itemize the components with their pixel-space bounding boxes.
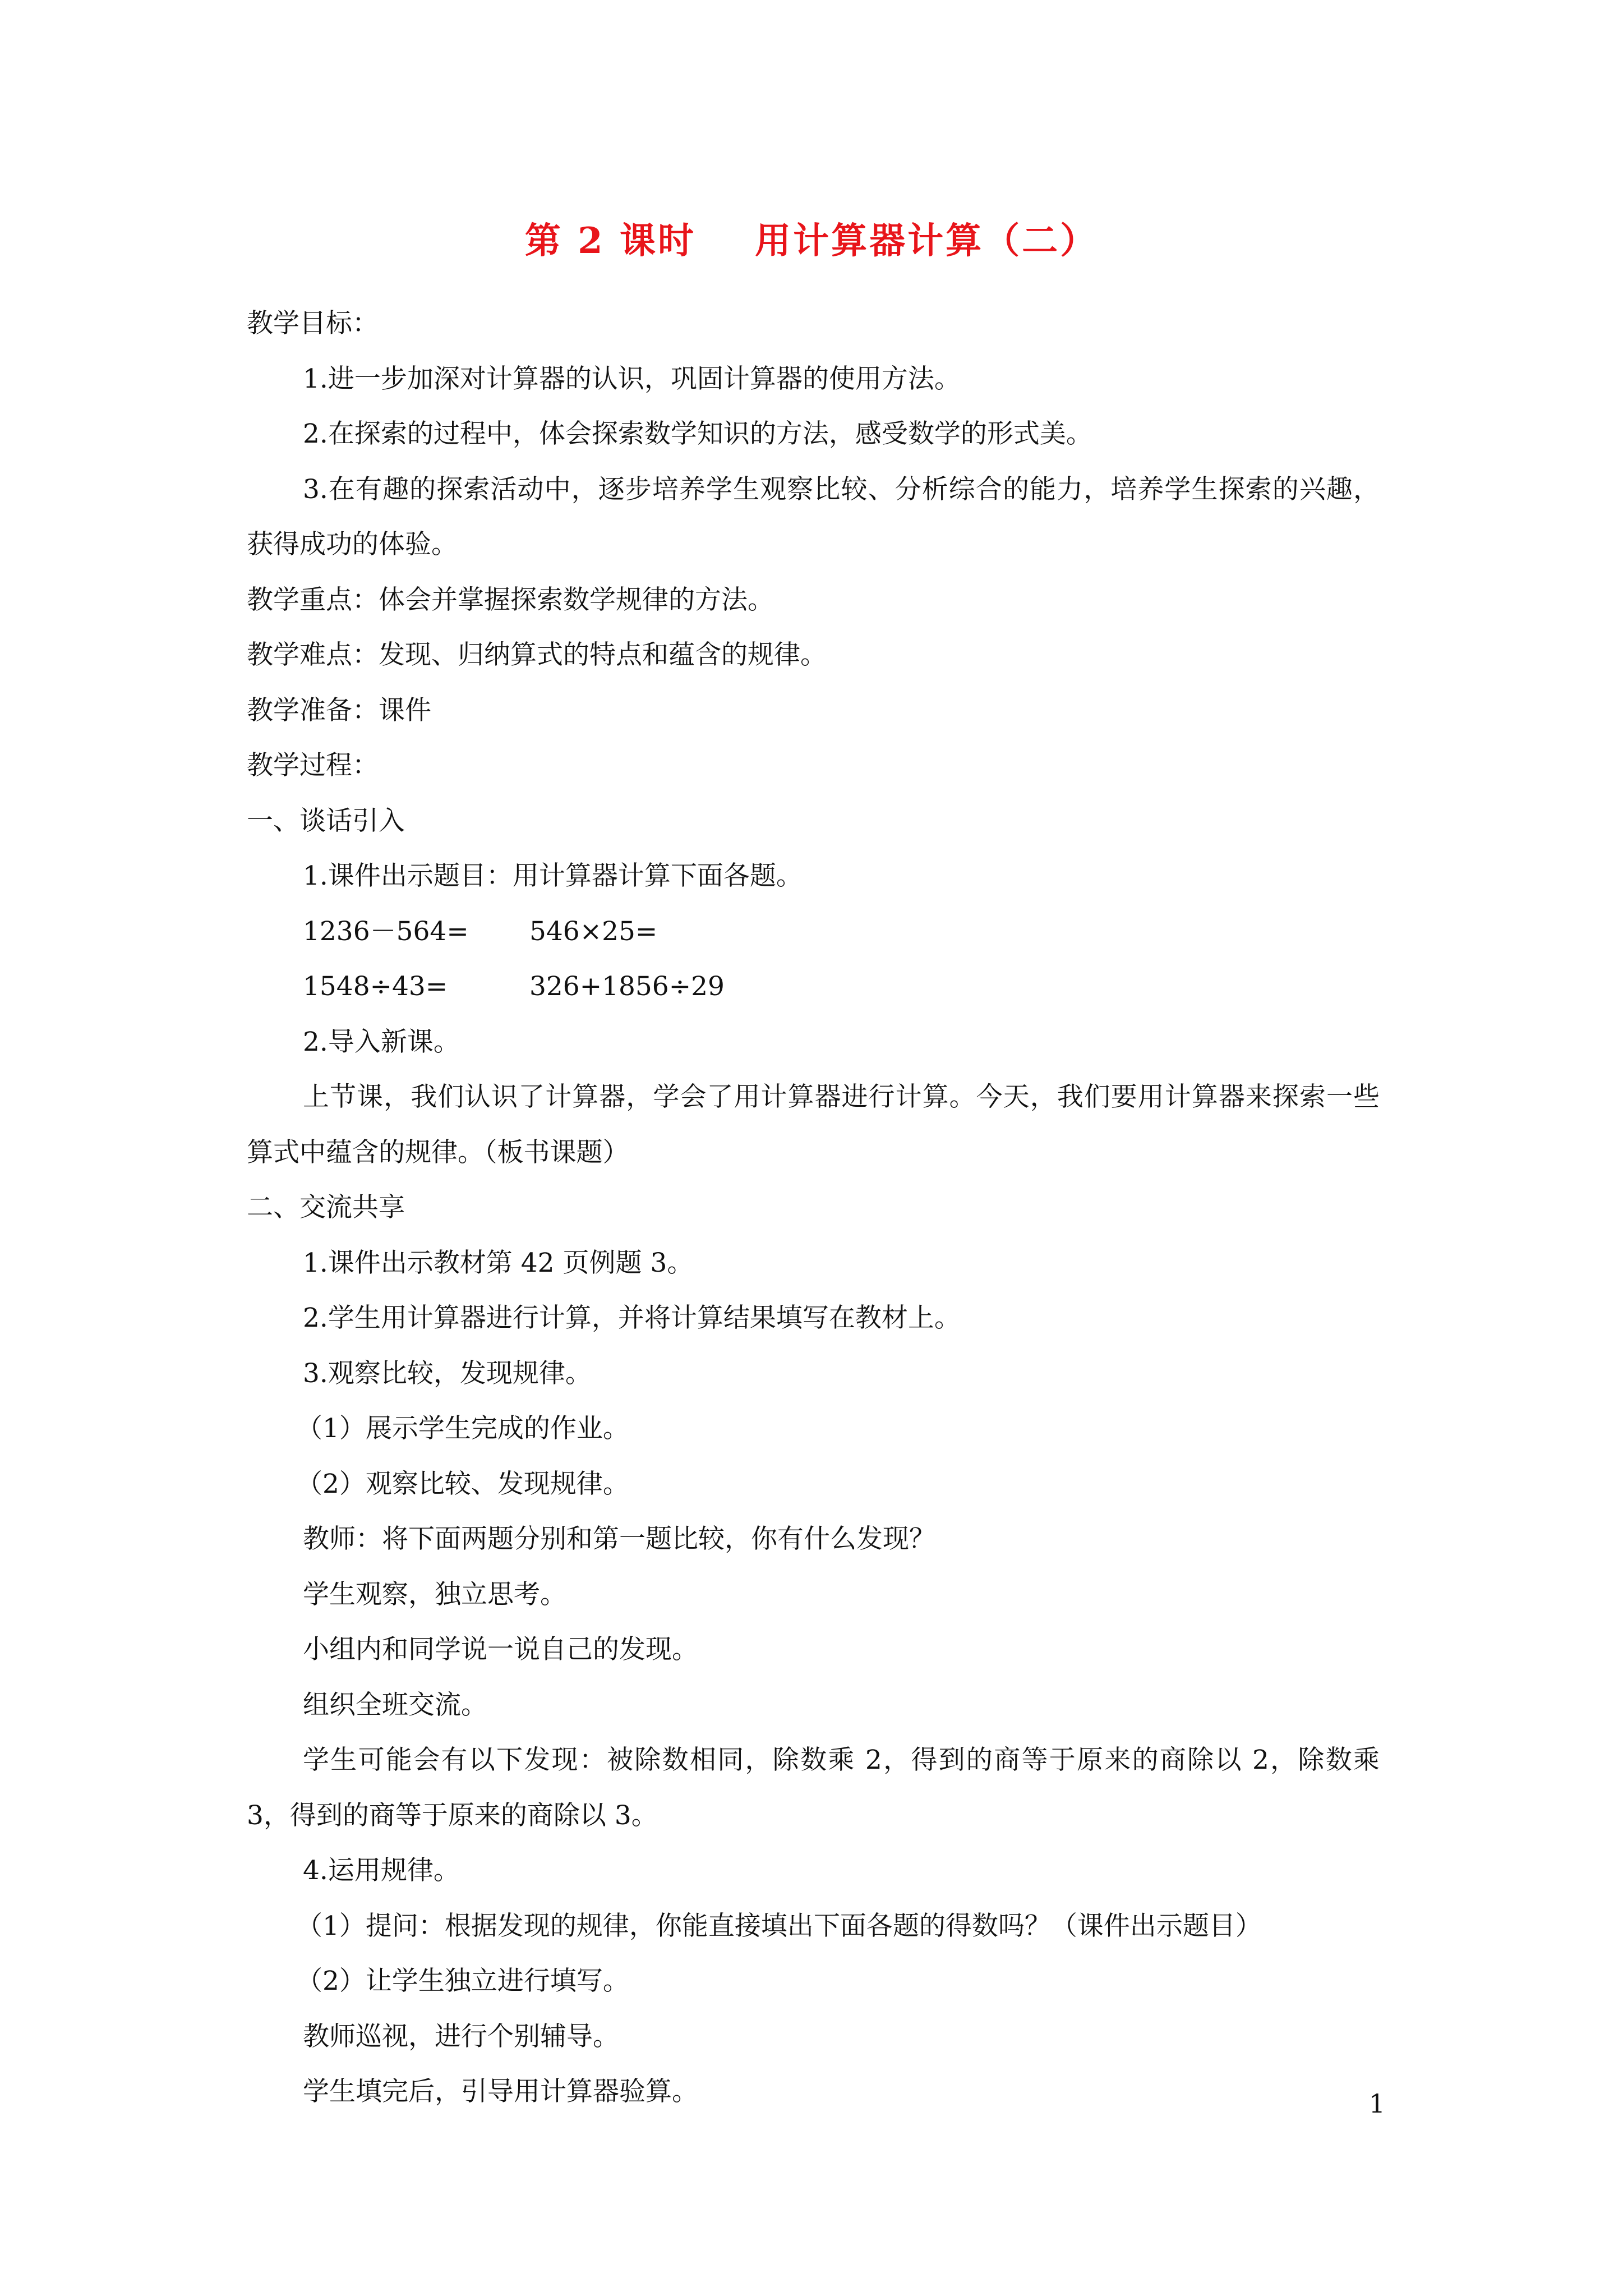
document-body: [247, 296, 1380, 2120]
equation-1b: 546×25=: [529, 915, 658, 947]
substep-3-1: （1）展示学生完成的作业。: [296, 1413, 629, 1444]
equation-row-2: [247, 959, 1380, 1015]
section-1-heading: 一、谈话引入: [247, 805, 405, 836]
student-observe: 学生观察，独立思考。: [303, 1579, 566, 1610]
section-2-heading: 二、交流共享: [247, 1192, 405, 1223]
page-title: 第 2 课时 用计算器计算（二）: [524, 220, 1099, 262]
teacher-patrol: 教师巡视，进行个别辅导。: [303, 2021, 619, 2052]
substep-3-2: （2）观察比较、发现规律。: [296, 1468, 629, 1499]
step-1-1: 1.课件出示题目：用计算器计算下面各题。: [303, 861, 803, 891]
equation-row-1: [247, 904, 1380, 960]
intro-paragraph: 上节课，我们认识了计算器，学会了用计算器进行计算。今天，我们要用计算器来探索一些算式中蕴含的规律。（板书课题）: [247, 1082, 1380, 1168]
teaching-preparation: 教学准备：课件: [247, 694, 431, 726]
teacher-question: 教师：将下面两题分别和第一题比较，你有什么发现？: [303, 1524, 935, 1554]
substep-4-1: （1）提问：根据发现的规律，你能直接填出下面各题的得数吗？（课件出示题目）: [296, 1910, 1262, 1941]
objective-3: 3.在有趣的探索活动中，逐步培养学生观察比较、分析综合的能力，培养学生探索的兴趣，获得成功的体验。: [247, 473, 1380, 560]
page-number: 1: [1368, 2088, 1385, 2119]
step-2-4: 4.运用规律。: [303, 1855, 460, 1886]
teaching-focus: 教学重点：体会并掌握探索数学规律的方法。: [247, 584, 774, 615]
teaching-difficulty: 教学难点：发现、归纳算式的特点和蕴含的规律。: [247, 639, 827, 670]
objective-1: 1.进一步加深对计算器的认识，巩固计算器的使用方法。: [303, 363, 961, 394]
student-verify: 学生填完后，引导用计算器验算。: [303, 2076, 698, 2107]
class-exchange: 组织全班交流。: [303, 1689, 487, 1720]
group-discuss: 小组内和同学说一说自己的发现。: [303, 1634, 698, 1665]
step-2-1: 1.课件出示教材第 42 页例题 3。: [303, 1247, 694, 1278]
step-1-2: 2.导入新课。: [303, 1026, 460, 1057]
heading-process: 教学过程：: [247, 750, 379, 781]
objective-2: 2.在探索的过程中，体会探索数学知识的方法，感受数学的形式美。: [303, 418, 1092, 449]
substep-4-2: （2）让学生独立进行填写。: [296, 1966, 629, 1996]
equation-2b: 326+1856÷29: [529, 971, 725, 1002]
step-2-3: 3.观察比较，发现规律。: [303, 1358, 592, 1389]
heading-objectives: 教学目标：: [247, 308, 379, 339]
equation-2a: 1548÷43=: [303, 971, 448, 1002]
equation-1a: 1236－564=: [303, 915, 469, 947]
step-2-2: 2.学生用计算器进行计算，并将计算结果填写在教材上。: [303, 1303, 961, 1333]
student-findings: 学生可能会有以下发现：被除数相同，除数乘 2，得到的商等于原来的商除以 2，除数乘 3，得到的商等于原来的商除以 3。: [247, 1745, 1380, 1831]
